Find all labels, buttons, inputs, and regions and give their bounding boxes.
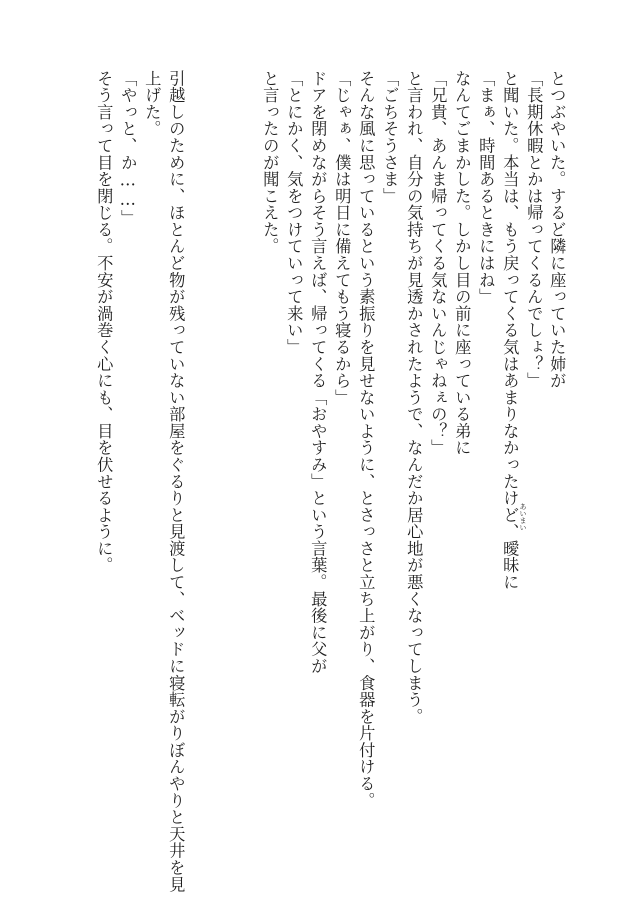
text-line-13: と言ったのが聞こえた。	[260, 70, 280, 255]
ruby-reading: あいまい	[519, 503, 527, 531]
text-line-2: 「長期休暇とかは帰ってくるんでしょ？」	[524, 70, 544, 390]
text-line-8: 「ごちそうさま」	[380, 70, 400, 205]
text-line-14: 引越しのために、ほとんど物が残っていない部屋をぐるりと見渡して、ベッドに寝転がりぼんやりと天井を見	[166, 70, 186, 893]
text-line-7: と言われ、自分の気持ちが見透かされたようで、なんだか居心地が悪くなってしまう。	[404, 70, 424, 725]
text-line-15: 上げた。	[142, 70, 162, 138]
text-line-1: とつぶやいた。するど隣に座っていた姉が	[547, 70, 567, 390]
text-line-16: 「やっと、か……」	[118, 70, 138, 227]
text-line-12: 「とにかく、気をつけていって来い」	[284, 70, 304, 356]
text-line-9: そんな風に思っているという素振りを見せないように、とさっさと立ち上がり、食器を片付ける。	[356, 70, 376, 809]
text-line-10: 「じゃぁ、僕は明日に備えてもう寝るから」	[332, 70, 352, 406]
text-line-11: ドアを閉めながらそう言えば、帰ってくる「おやすみ」という言葉。最後に父が	[308, 70, 328, 675]
text-line-5: なんてごまかした。しかし目の前に座っている弟に	[452, 70, 472, 457]
text-line-6: 「兄貴、あんま帰ってくる気ないんじゃねぇの？」	[428, 70, 448, 457]
text-line-17: そう言って目を閉じる。不安が渦巻く心にも、目を伏せるように。	[94, 70, 114, 574]
text-line-4: 「まぁ、時間あるときにはね」	[476, 70, 496, 306]
text-line-3: と聞いた。本当は、もう戻ってくる気はあまりなかったけど、曖昧に	[500, 70, 520, 591]
